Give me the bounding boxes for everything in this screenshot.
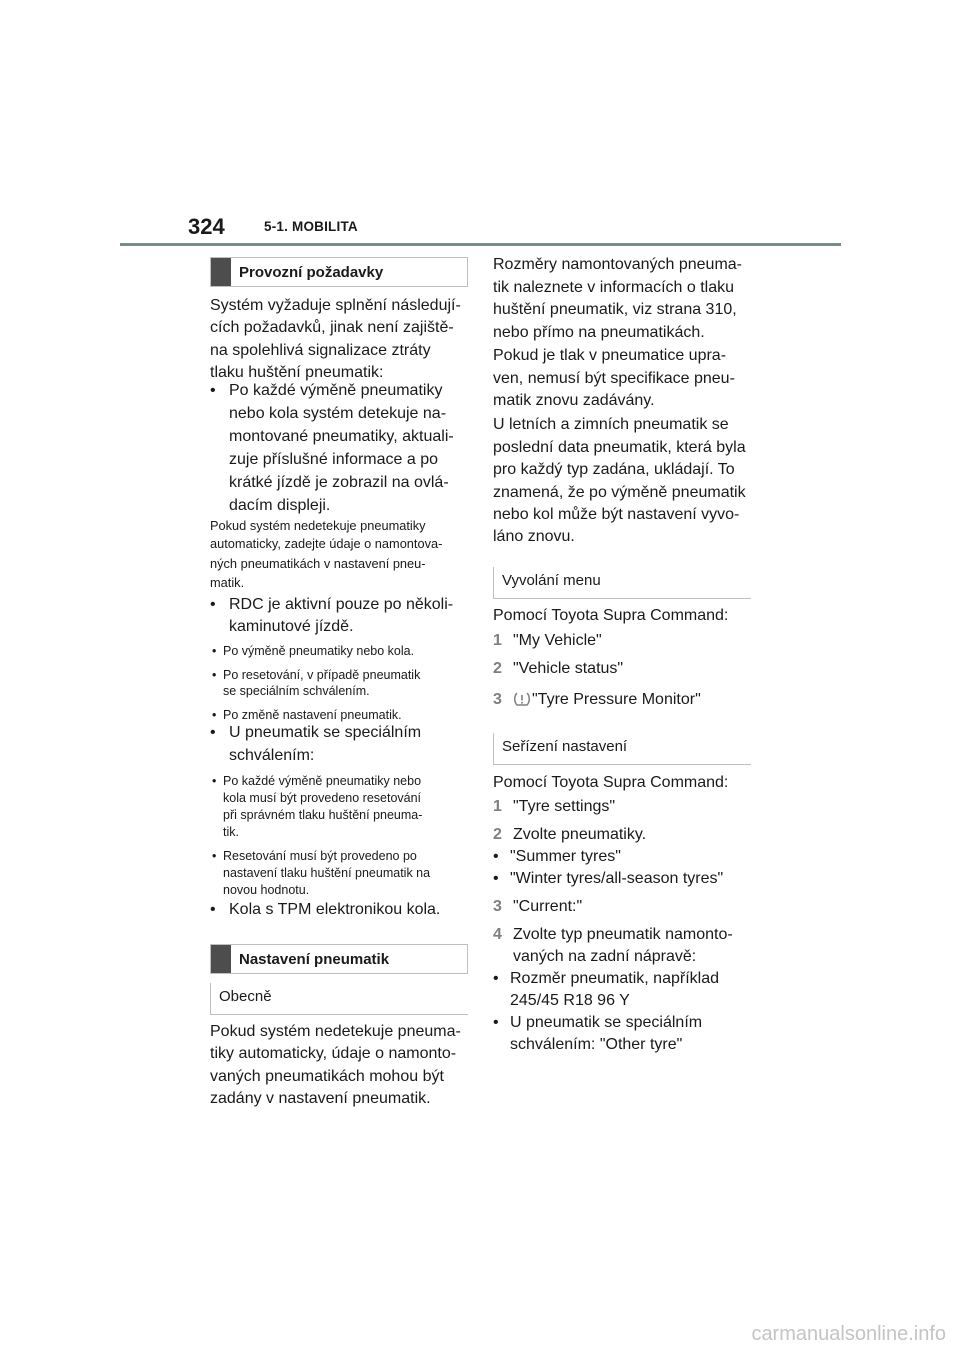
- step-text: vaných na zadní nápravě:: [513, 948, 697, 965]
- sub-bullet-text: při správném tlaku huštění pneuma-: [223, 808, 423, 822]
- heading-provozni-pozadavky: [210, 257, 468, 287]
- sub-bullet-text: nastavení tlaku huštění pneumatik na: [223, 866, 431, 880]
- subheading-obecne: Obecně: [210, 983, 468, 1015]
- paragraph-line: U letních a zimních pneumatik se: [493, 416, 729, 433]
- step-number: 2: [493, 826, 502, 843]
- note-line: automaticky, zadejte údaje o namontova-: [210, 536, 443, 551]
- bullet-dot: •: [212, 668, 217, 682]
- intro-line: cích požadavků, jinak není zajiště-: [210, 319, 454, 336]
- bullet-text: dacím displeji.: [229, 497, 331, 514]
- tyre-pressure-warning-icon: [513, 691, 531, 714]
- sub-bullet-text: novou hodnotu.: [223, 883, 310, 897]
- step-number: 3: [493, 691, 502, 708]
- heading-nastaveni-pneumatik: [210, 944, 468, 974]
- bullet-text: U pneumatik se speciálním: [510, 1014, 703, 1031]
- bullet-dot: •: [212, 849, 217, 863]
- intro-line: Systém vyžaduje splnění následují-: [210, 297, 461, 314]
- bullet-text: "Winter tyres/all-season tyres": [510, 870, 724, 887]
- bullet-dot: •: [210, 596, 216, 613]
- sub-bullet-text: tik.: [223, 825, 239, 839]
- paragraph-line: nebo přímo na pneumatikách.: [493, 324, 705, 341]
- bullet-text: "Summer tyres": [510, 848, 621, 865]
- heading-bar: [211, 258, 231, 286]
- step-number: 1: [493, 632, 502, 649]
- step-number: 2: [493, 660, 502, 677]
- note-line: ných pneumatikách v nastavení pneu-: [210, 556, 426, 571]
- paragraph-line: Pokud je tlak v pneumatice upra-: [493, 347, 727, 364]
- paragraph-line: matik znovu zadávány.: [493, 392, 655, 409]
- paragraph-line: ven, nemusí být specifikace pneu-: [493, 370, 735, 387]
- subheading-vyvolani-menu: Vyvolání menu: [493, 567, 751, 599]
- paragraph-line: Rozměry namontovaných pneuma-: [493, 256, 743, 273]
- bullet-dot: •: [210, 724, 216, 741]
- bullet-text: kaminutové jízdě.: [229, 618, 354, 635]
- watermark: carmanualsonline.info: [751, 1323, 946, 1345]
- bullet-text: schválením:: [229, 747, 315, 764]
- bullet-text: Rozměr pneumatik, například: [510, 970, 719, 987]
- paragraph-line: láno znovu.: [493, 528, 575, 545]
- intro-line: na spolehlivá signalizace ztráty: [210, 342, 431, 359]
- paragraph-line: vaných pneumatikách mohou být: [210, 1068, 444, 1085]
- paragraph-line: huštění pneumatik, viz strana 310,: [493, 301, 737, 318]
- paragraph-line: tik naleznete v informacích o tlaku: [493, 279, 735, 296]
- bullet-dot: •: [493, 870, 499, 887]
- step-text: "My Vehicle": [513, 632, 602, 649]
- bullet-text: zuje příslušné informace a po: [229, 451, 438, 468]
- step-number: 1: [493, 798, 502, 815]
- bullet-dot: •: [212, 774, 217, 788]
- step-number: 4: [493, 926, 502, 943]
- bullet-text: U pneumatik se speciálním: [229, 724, 422, 741]
- step-text: "Vehicle status": [513, 660, 624, 677]
- sub-bullet-text: Resetování musí být provedeno po: [223, 849, 417, 863]
- paragraph-line: zadány v nastavení pneumatik.: [210, 1090, 431, 1107]
- command-intro: Pomocí Toyota Supra Command:: [493, 607, 729, 624]
- bullet-dot: •: [212, 644, 217, 658]
- step-text: "Current:": [513, 898, 583, 915]
- bullet-dot: •: [210, 901, 216, 918]
- heading-text: Provozní požadavky: [239, 263, 384, 281]
- bullet-text: 245/45 R18 96 Y: [510, 992, 630, 1009]
- bullet-dot: •: [212, 708, 217, 722]
- bullet-text: Po každé výměně pneumatiky: [229, 382, 443, 399]
- sub-bullet-text: Po změně nastavení pneumatik.: [223, 708, 402, 722]
- section-label: 5-1. MOBILITA: [264, 219, 358, 234]
- paragraph-line: nebo kol může být nastavení vyvo-: [493, 506, 740, 523]
- command-intro: Pomocí Toyota Supra Command:: [493, 774, 729, 791]
- step-text: Zvolte pneumatiky.: [513, 826, 647, 843]
- bullet-dot: •: [493, 970, 499, 987]
- bullet-dot: •: [493, 1014, 499, 1031]
- bullet-dot: •: [493, 848, 499, 865]
- sub-bullet-text: Po resetování, v případě pneumatik: [223, 668, 421, 682]
- bullet-text: nebo kola systém detekuje na-: [229, 405, 447, 422]
- bullet-text: Kola s TPM elektronikou kola.: [229, 901, 441, 918]
- note-line: matik.: [210, 575, 245, 590]
- step-text: [513, 689, 753, 714]
- bullet-text: krátké jízdě je zobrazil na ovlá-: [229, 474, 449, 491]
- step-text-label: "Tyre Pressure Monitor": [532, 691, 701, 708]
- paragraph-line: Pokud systém nedetekuje pneuma-: [210, 1023, 461, 1040]
- page-number: 324: [188, 214, 225, 239]
- bullet-text: RDC je aktivní pouze po několi-: [229, 596, 454, 613]
- paragraph-line: poslední data pneumatik, která byla: [493, 439, 746, 456]
- sub-bullet-text: se speciálním schválením.: [223, 684, 370, 698]
- note-line: Pokud systém nedetekuje pneumatiky: [210, 518, 426, 533]
- bullet-dot: •: [210, 382, 216, 399]
- step-text: Zvolte typ pneumatik namonto-: [513, 926, 733, 943]
- sub-bullet-text: Po každé výměně pneumatiky nebo: [223, 774, 422, 788]
- step-number: 3: [493, 898, 502, 915]
- sub-bullet-text: kola musí být provedeno resetování: [223, 791, 422, 805]
- intro-line: tlaku huštění pneumatik:: [210, 364, 384, 381]
- step-text: "Tyre settings": [513, 798, 616, 815]
- bullet-text: schválením: "Other tyre": [510, 1036, 683, 1053]
- paragraph-line: tiky automaticky, údaje o namonto-: [210, 1045, 457, 1062]
- subheading-serizeni-nastaveni: Seřízení nastavení: [493, 733, 751, 765]
- heading-bar: [211, 945, 231, 973]
- heading-text: Nastavení pneumatik: [239, 950, 390, 968]
- bullet-text: montované pneumatiky, aktuali-: [229, 428, 454, 445]
- paragraph-line: znamená, že po výměně pneumatik: [493, 484, 746, 501]
- header-rule: [120, 243, 841, 246]
- paragraph-line: pro každý typ zadána, ukládají. To: [493, 461, 735, 478]
- sub-bullet-text: Po výměně pneumatiky nebo kola.: [223, 644, 415, 658]
